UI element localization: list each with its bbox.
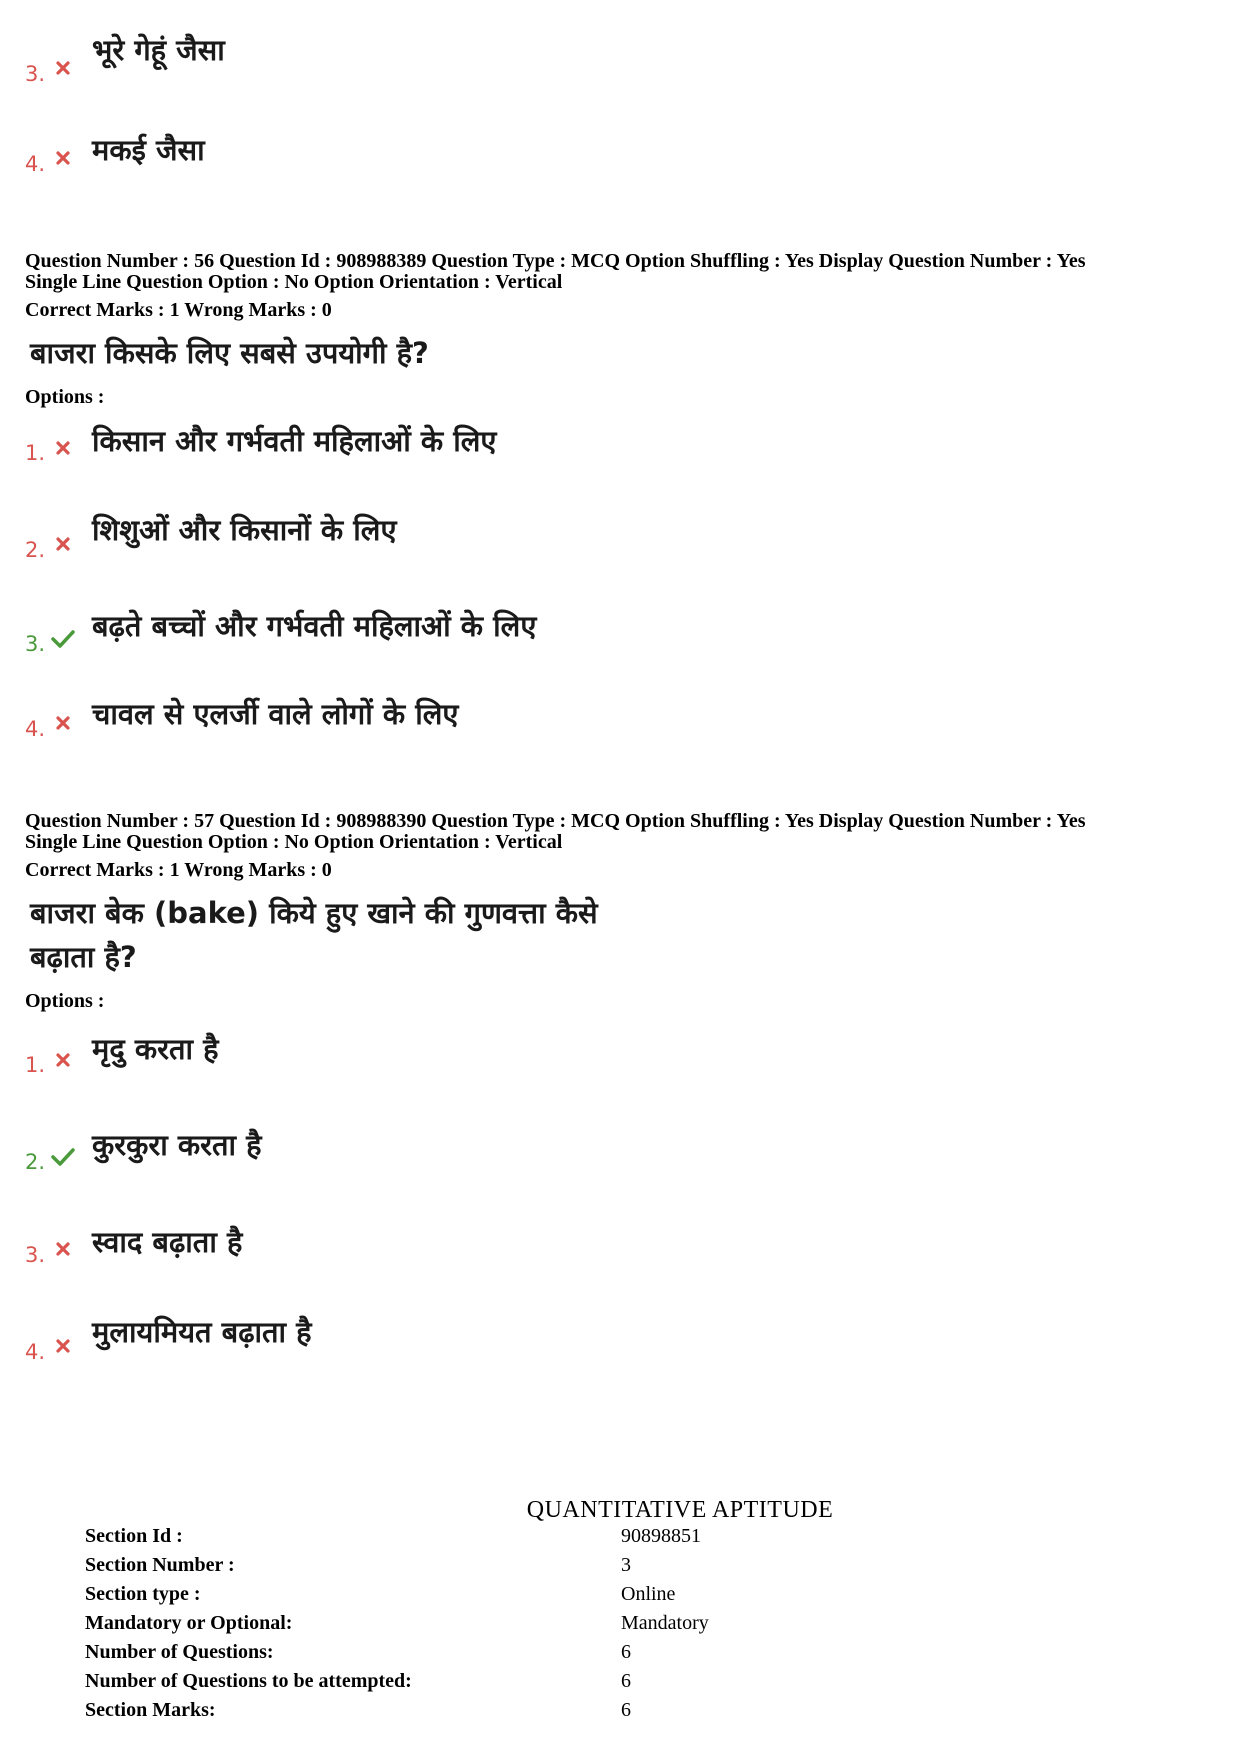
question-marks: Correct Marks : 1 Wrong Marks : 0 [25,299,332,321]
cross-icon [56,1053,70,1067]
option-text: मुलायमियत बढ़ाता है [92,1315,312,1349]
option-text: बढ़ते बच्चों और गर्भवती महिलाओं के लिए [92,609,537,643]
option-text: मकई जैसा [92,133,205,167]
option-text: चावल से एलर्जी वाले लोगों के लिए [92,697,459,731]
option-text: भूरे गेहूं जैसा [92,33,225,67]
section-marks-value: 6 [621,1699,631,1721]
cross-icon [56,61,70,75]
num-attempted-label: Number of Questions to be attempted: [85,1670,412,1692]
cross-icon [56,1339,70,1353]
options-label: Options : [25,990,105,1012]
question-meta-line1: Question Number : 57 Question Id : 908988390 Question Type : MCQ Option Shuffling : Yes Display Question Number : Yes [25,810,1086,832]
section-number-value: 3 [621,1554,631,1576]
option-text: शिशुओं और किसानों के लिए [92,513,397,547]
option-number: 3. [25,62,46,86]
option-number: 4. [25,1340,46,1364]
option-text: कुरकुरा करता है [92,1128,262,1162]
cross-icon [56,1242,70,1256]
question-text-line2: बढ़ाता है? [30,940,137,974]
cross-icon [56,716,70,730]
option-text: स्वाद बढ़ाता है [92,1225,243,1259]
num-questions-value: 6 [621,1641,631,1663]
mandatory-value: Mandatory [621,1612,709,1634]
cross-icon [56,537,70,551]
options-label: Options : [25,386,105,408]
question-text-line1: बाजरा बेक (bake) किये हुए खाने की गुणवत्ता कैसे [30,896,598,930]
question-meta-line2: Single Line Question Option : No Option Orientation : Vertical [25,831,563,853]
num-attempted-value: 6 [621,1670,631,1692]
option-number: 2. [25,1150,46,1174]
section-type-label: Section type : [85,1583,201,1605]
option-number: 3. [25,632,46,656]
option-number: 2. [25,538,46,562]
section-number-label: Section Number : [85,1554,235,1576]
option-number: 1. [25,441,46,465]
option-number: 4. [25,152,46,176]
check-icon [51,1148,75,1166]
section-type-value: Online [621,1583,676,1605]
option-text: किसान और गर्भवती महिलाओं के लिए [92,424,497,458]
option-number: 4. [25,717,46,741]
cross-icon [56,441,70,455]
num-questions-label: Number of Questions: [85,1641,274,1663]
option-number: 1. [25,1053,46,1077]
section-title: QUANTITATIVE APTITUDE [526,1497,834,1523]
question-text: बाजरा किसके लिए सबसे उपयोगी है? [30,336,429,370]
option-number: 3. [25,1243,46,1267]
cross-icon [56,151,70,165]
section-id-label: Section Id : [85,1525,183,1547]
question-meta-line2: Single Line Question Option : No Option Orientation : Vertical [25,271,563,293]
question-meta-line1: Question Number : 56 Question Id : 908988389 Question Type : MCQ Option Shuffling : Yes Display Question Number : Yes [25,250,1086,272]
section-id-value: 90898851 [621,1525,701,1547]
question-marks: Correct Marks : 1 Wrong Marks : 0 [25,859,332,881]
section-marks-label: Section Marks: [85,1699,216,1721]
option-text: मृदु करता है [92,1032,219,1066]
check-icon [51,630,75,648]
mandatory-label: Mandatory or Optional: [85,1612,293,1634]
